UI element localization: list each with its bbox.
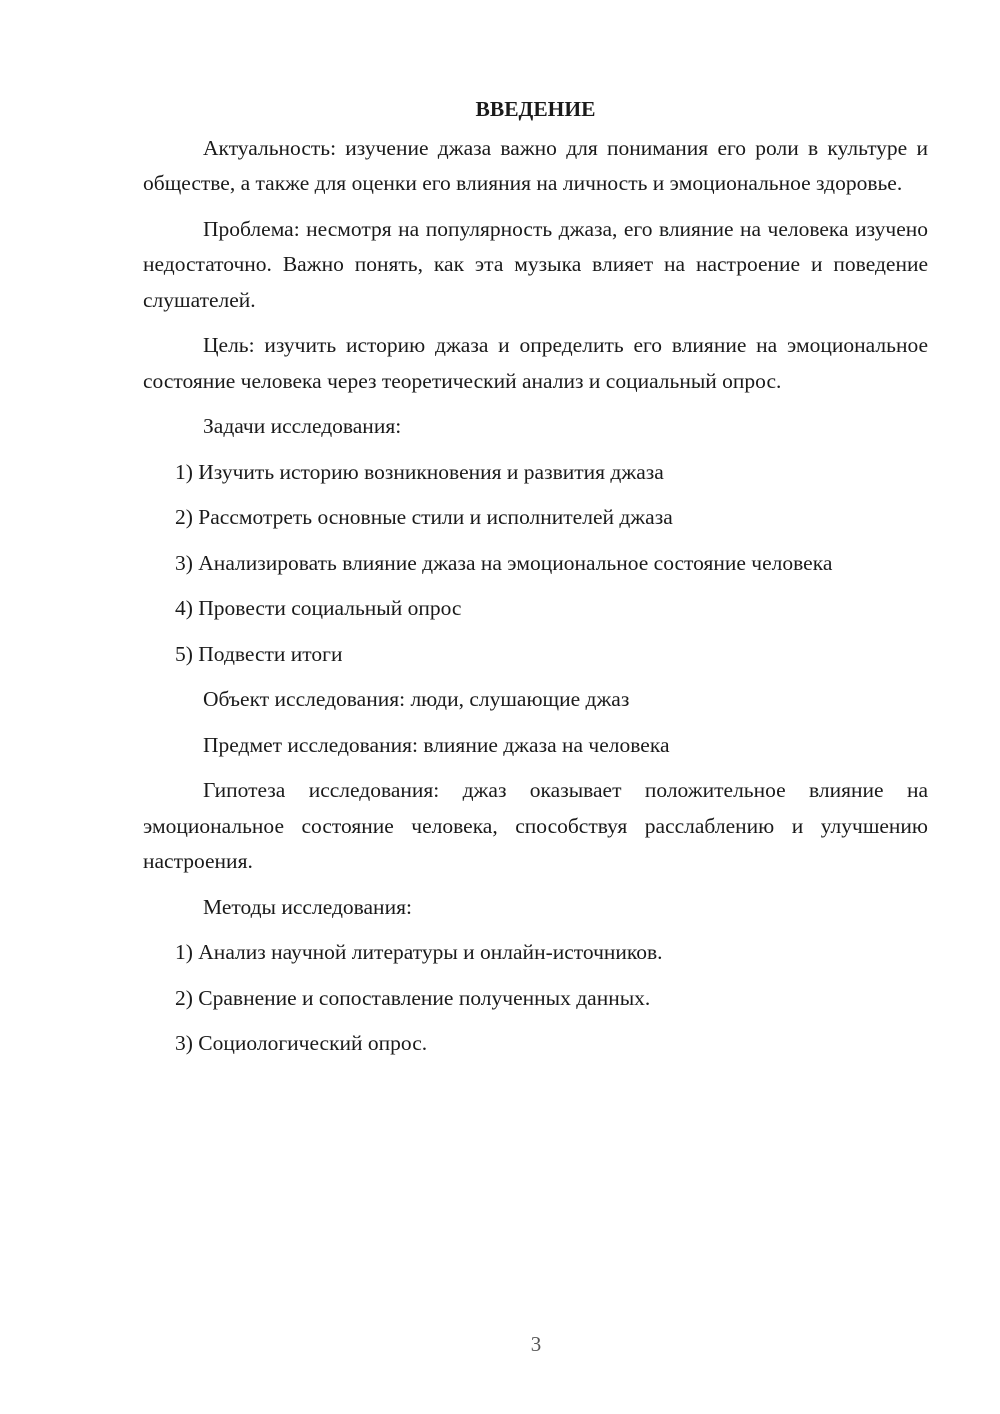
document-page — [143, 92, 928, 1072]
page-number: 3 — [530, 1332, 542, 1356]
method-item: 2) Сравнение и сопоставление полученных данных. — [175, 985, 651, 1010]
methods-heading: Методы исследования: — [203, 894, 412, 919]
hypothesis-paragraph: Гипотеза исследования: джаз оказывает положительное влияние на эмоциональное состояние человека, способствуя расслаблению и улучшению настроения. — [143, 778, 928, 873]
task-item: 3) Анализировать влияние джаза на эмоциональное состояние человека — [175, 550, 833, 575]
section-title: ВВЕДЕНИЕ — [475, 97, 596, 121]
method-item: 3) Социологический опрос. — [175, 1031, 428, 1055]
tasks-heading: Задачи исследования: — [203, 414, 402, 438]
task-item: 1) Изучить историю возникновения и развития джаза — [175, 459, 664, 484]
task-item: 4) Провести социальный опрос — [175, 596, 462, 620]
task-item: 5) Подвести итоги — [175, 641, 343, 666]
subject-line: Предмет исследования: влияние джаза на человека — [203, 732, 670, 757]
object-line: Объект исследования: люди, слушающие джаз — [203, 687, 630, 711]
method-item: 1) Анализ научной литературы и онлайн-источников. — [175, 940, 663, 964]
problem-paragraph: Проблема: несмотря на популярность джаза, его влияние на человека изучено недостаточно. Важно понять, как эта музыка влияет на настроение и поведение слушателей. — [143, 216, 928, 312]
relevance-paragraph: Актуальность: изучение джаза важно для понимания его роли в культуре и обществе, а также для оценки его влияния на личность и эмоциональное здоровье. — [143, 135, 928, 195]
task-item: 2) Рассмотреть основные стили и исполнителей джаза — [175, 505, 673, 529]
goal-paragraph: Цель: изучить историю джаза и определить его влияние на эмоциональное состояние человека через теоретический анализ и социальный опрос. — [143, 333, 928, 393]
